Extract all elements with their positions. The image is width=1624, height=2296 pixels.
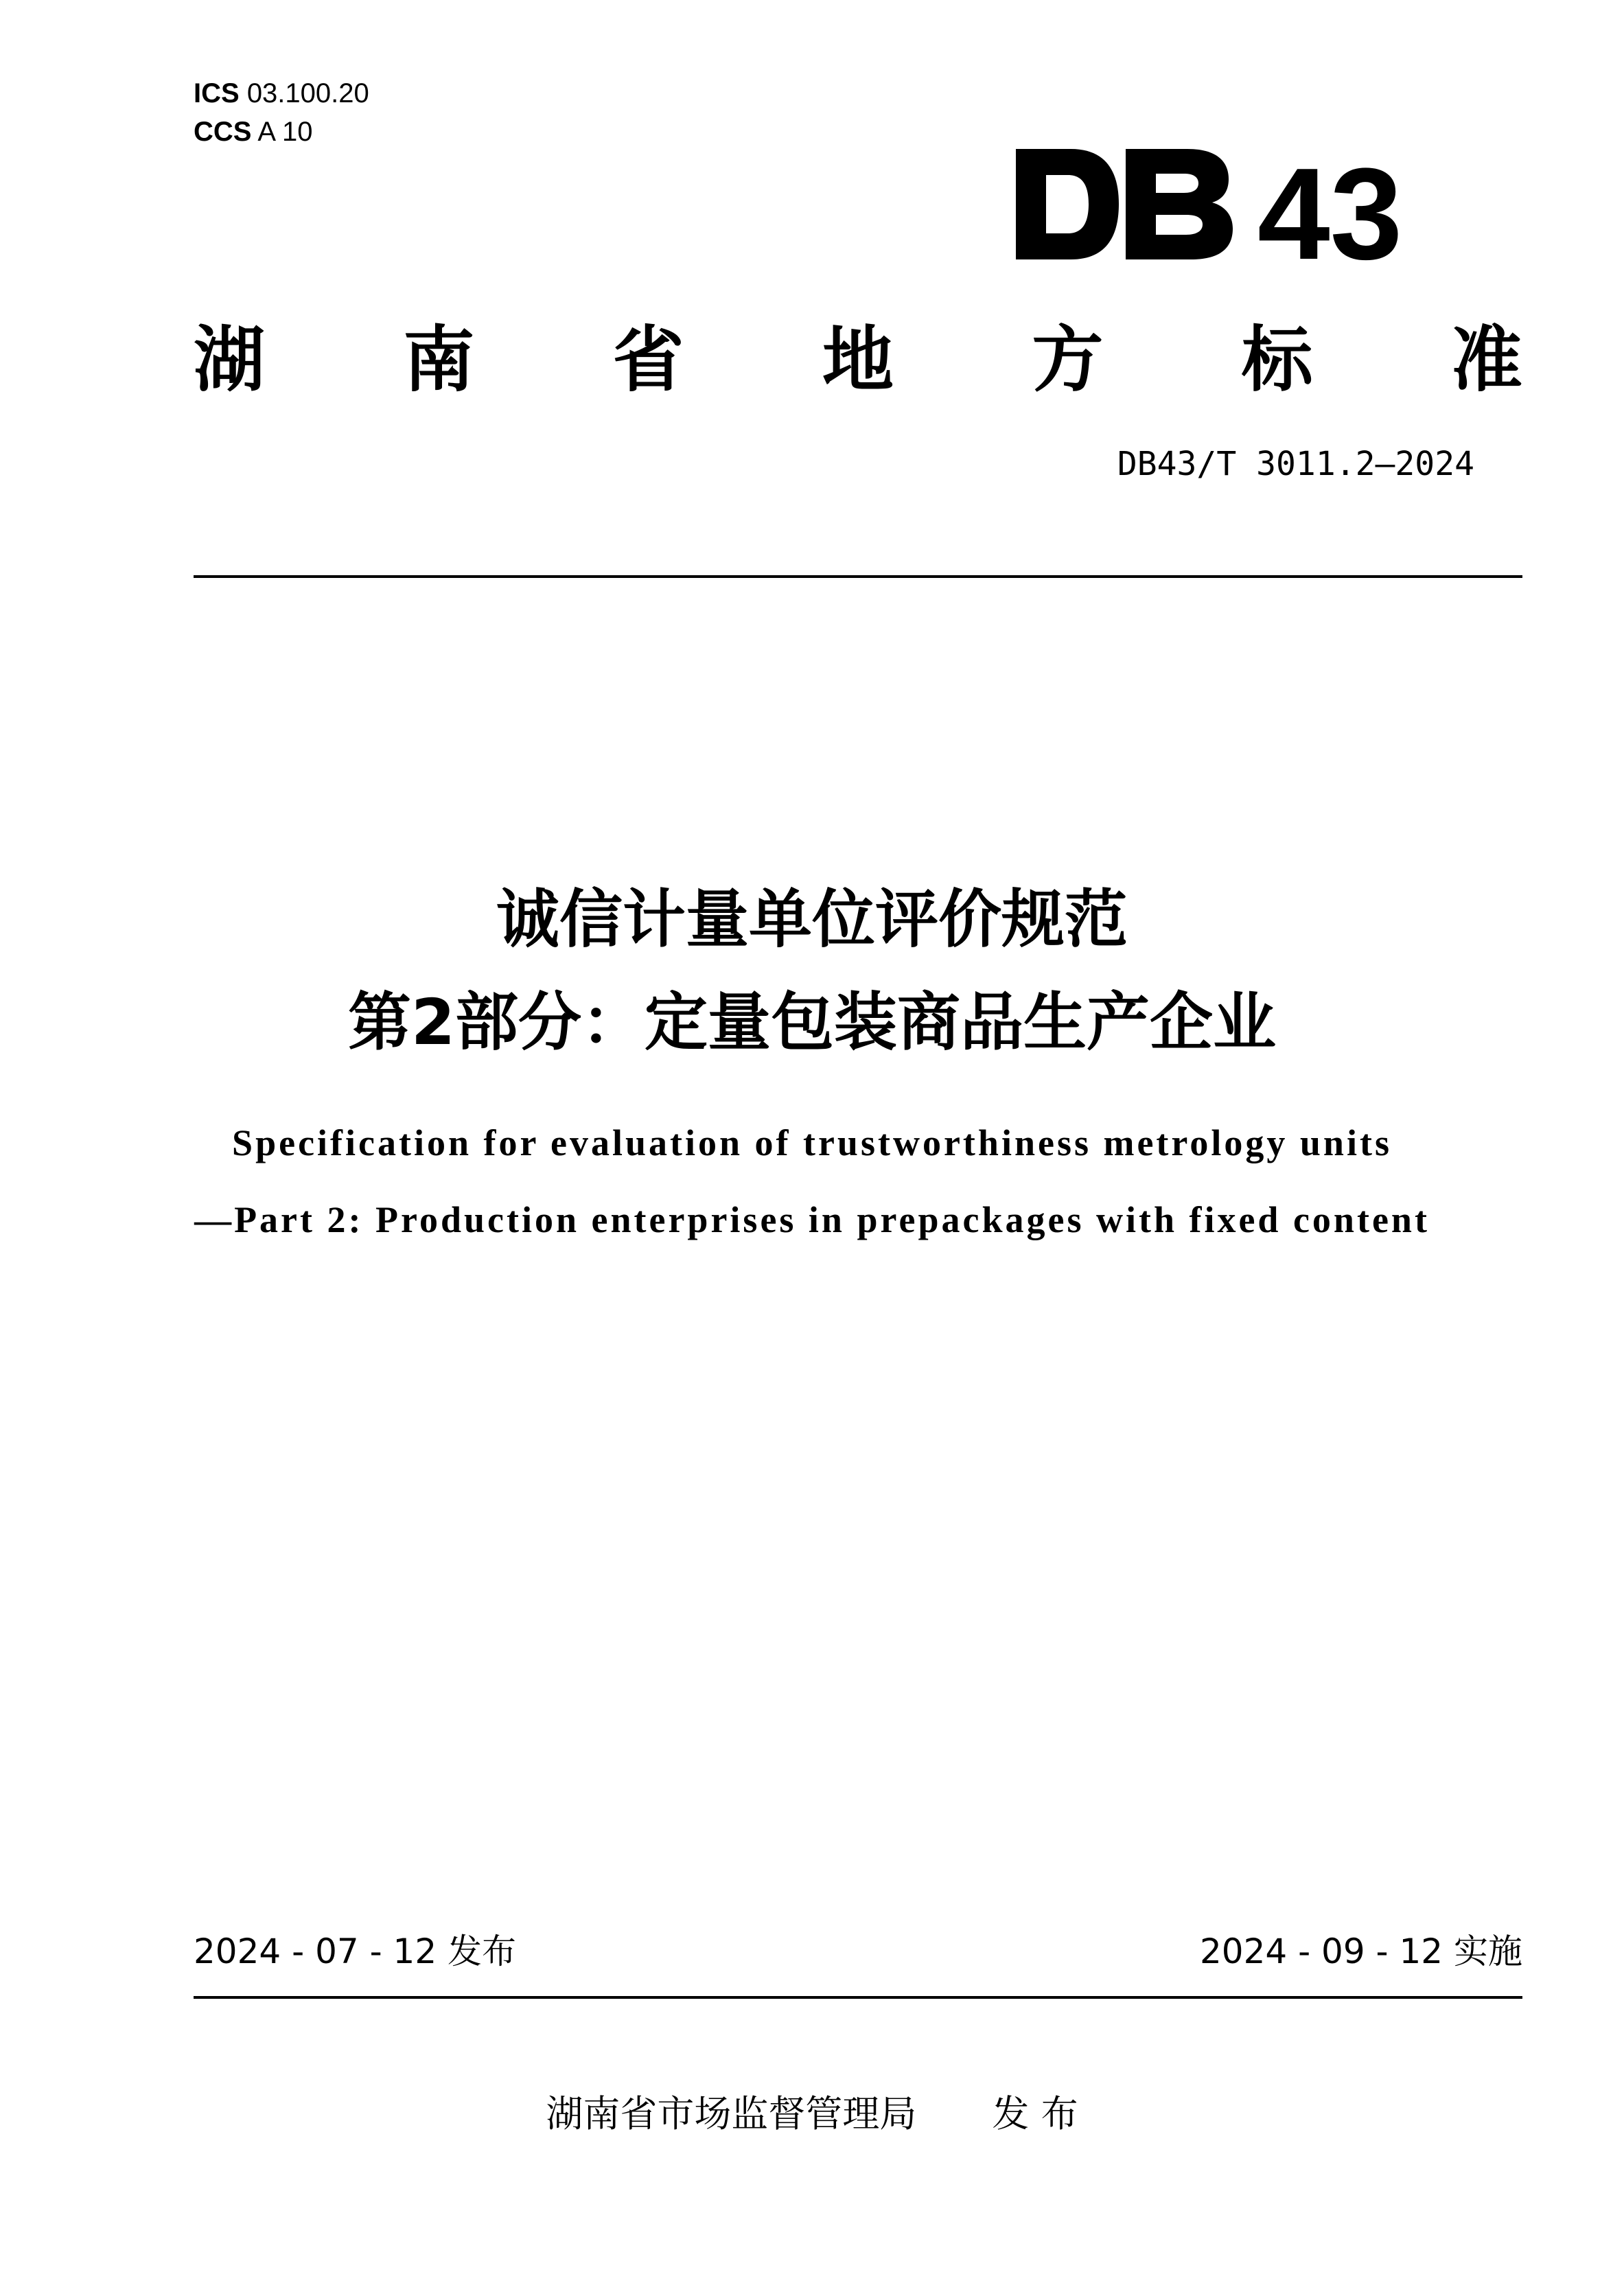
publisher-line	[0, 2087, 1624, 2142]
publisher-action: 发 布	[992, 2092, 1078, 2135]
db43-logo	[1016, 141, 1403, 287]
cn-title-line2: 第2部分：定量包装商品生产企业	[347, 986, 1276, 1059]
cn-title-line1: 诚信计量单位评价规范	[496, 883, 1128, 956]
top-divider	[194, 575, 1522, 578]
publisher-name: 湖南省市场监督管理局	[546, 2092, 917, 2135]
heading-char: 方	[1032, 318, 1104, 402]
ccs-line	[194, 113, 369, 151]
classification-codes	[194, 74, 369, 151]
ccs-code: A 10	[257, 117, 313, 147]
ics-code: 03.100.20	[246, 78, 369, 108]
heading-char: 湖	[194, 318, 266, 402]
en-title-line1: Specification for evaluation of trustworthiness metrology units	[232, 1122, 1392, 1163]
implementation-date: 2024 - 09 - 12 实施	[1199, 1932, 1522, 1971]
ccs-label: CCS	[194, 117, 252, 147]
province-standard-heading	[194, 305, 1522, 402]
ics-line	[194, 74, 369, 113]
heading-char: 南	[403, 318, 475, 402]
db43-logo-number: 43	[1257, 141, 1403, 287]
issue-date: 2024 - 07 - 12 发布	[194, 1932, 517, 1971]
en-title-line2: —Part 2: Production enterprises in prepackages with fixed content	[194, 1199, 1430, 1240]
ics-label: ICS	[194, 78, 240, 108]
heading-char: 地	[822, 318, 894, 402]
heading-char: 准	[1450, 318, 1522, 402]
bottom-divider	[194, 1996, 1522, 1999]
heading-char: 标	[1241, 318, 1313, 402]
heading-char: 省	[612, 318, 684, 402]
standard-number: DB43/T 3011.2—2024	[1117, 445, 1474, 483]
